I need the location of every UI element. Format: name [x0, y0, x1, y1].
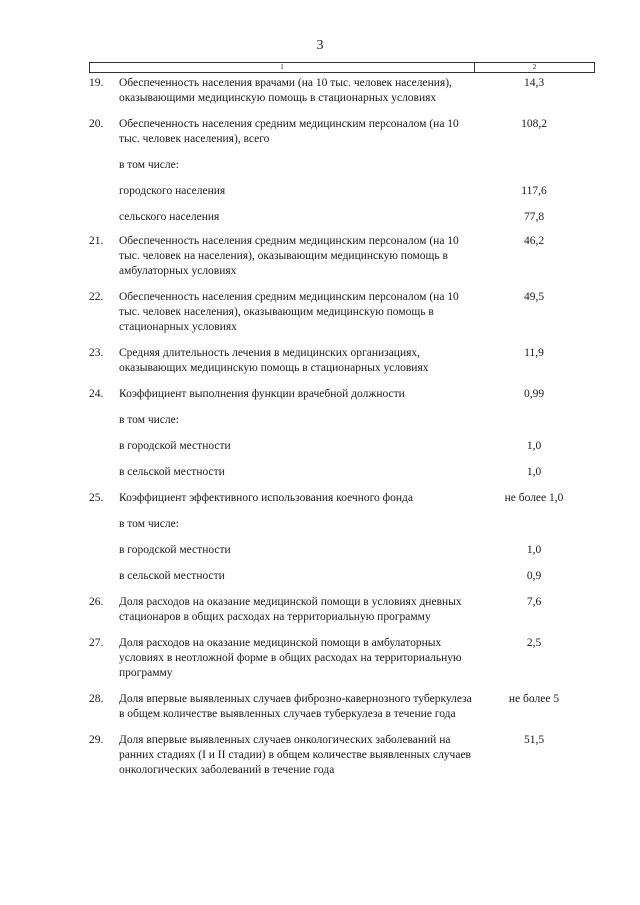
row-number [89, 569, 119, 584]
row-label: Коэффициент эффективного использования коечного фонда [119, 492, 413, 504]
table-row [89, 210, 595, 225]
row-value: 0,9 [526, 570, 542, 582]
header-col-1: 1 [89, 63, 474, 72]
row-value [473, 413, 595, 428]
row-number: 27. [89, 637, 104, 649]
row-number: 22. [89, 291, 104, 303]
row-number: 28. [89, 693, 104, 705]
table-row [89, 465, 595, 480]
row-number [89, 439, 119, 454]
table-row [89, 158, 595, 173]
row-label: Доля впервые выявленных случаев онкологических заболеваний на ранних стадиях (I и II стадии) в общем количестве выявленных случаев онкологических заболеваний в течение года [119, 734, 471, 776]
header-col-2: 2 [474, 63, 595, 72]
row-number: 24. [89, 388, 104, 400]
row-value: 11,9 [524, 347, 544, 359]
row-label: в городской местности [119, 544, 231, 556]
table-row [89, 76, 595, 106]
row-value: не более 5 [508, 693, 560, 705]
row-number [89, 158, 119, 173]
row-label: городского населения [119, 185, 226, 197]
row-label: в том числе: [119, 518, 179, 530]
row-value: 51,5 [523, 734, 545, 746]
table-row [89, 595, 595, 625]
row-label: Средняя длительность лечения в медицинских организациях, оказывающих медицинскую помощь в стационарных условиях [119, 347, 429, 374]
row-label: в том числе: [119, 414, 179, 426]
row-label: Обеспеченность населения врачами (на 10 тыс. человек населения), оказывающими медицинскую помощь в стационарных условиях [119, 77, 452, 104]
row-number: 19. [89, 77, 104, 89]
row-value: 2,5 [526, 637, 542, 649]
table-row [89, 543, 595, 558]
row-value: не более 1,0 [504, 492, 564, 504]
row-value: 49,5 [523, 291, 545, 303]
row-value: 14,3 [523, 77, 545, 89]
indicator-table [89, 76, 595, 778]
table-header [89, 62, 595, 73]
row-number [89, 413, 119, 428]
row-label: Обеспеченность населения средним медицинским персоналом (на 10 тыс. человек населения), оказывающим медицинскую помощь в стационарных условиях [119, 291, 459, 333]
row-label: Коэффициент выполнения функции врачебной должности [119, 388, 405, 400]
table-row [89, 636, 595, 681]
table-row [89, 491, 595, 506]
table-row [89, 413, 595, 428]
page-number: 3 [316, 38, 324, 53]
table-row [89, 234, 595, 279]
row-number: 29. [89, 734, 104, 746]
row-value: 1,0 [526, 466, 542, 478]
row-number: 23. [89, 347, 104, 359]
row-value: 7,6 [526, 596, 542, 608]
table-row [89, 692, 595, 722]
row-value: 117,6 [521, 185, 547, 197]
row-label: Доля впервые выявленных случаев фиброзно-кавернозного туберкулеза в общем количестве выявленных случаев туберкулеза в течение года [119, 693, 472, 720]
row-value: 1,0 [526, 544, 542, 556]
row-label: Доля расходов на оказание медицинской помощи в амбулаторных условиях в неотложной форме в общих расходах на территориальную программу [119, 637, 462, 679]
row-value: 1,0 [526, 440, 542, 452]
table-row [89, 117, 595, 147]
row-value: 108,2 [521, 118, 547, 130]
table-row [89, 346, 595, 376]
table-row [89, 517, 595, 532]
row-value: 0,99 [523, 388, 545, 400]
row-label: в сельской местности [119, 466, 225, 478]
row-label: Обеспеченность населения средним медицинским персоналом (на 10 тыс. человек на населения), оказывающим медицинскую помощь в амбулаторных условиях [119, 235, 459, 277]
row-label: в сельской местности [119, 570, 225, 582]
table-row [89, 290, 595, 335]
row-label: Доля расходов на оказание медицинской помощи в условиях дневных стационаров в общих расходах на территориальную программу [119, 596, 462, 623]
row-number: 20. [89, 118, 104, 130]
table-row [89, 387, 595, 402]
table-row [89, 733, 595, 778]
row-number [89, 184, 119, 199]
row-number: 25. [89, 492, 104, 504]
table-row [89, 184, 595, 199]
row-number [89, 543, 119, 558]
table-row [89, 439, 595, 454]
row-value: 77,8 [523, 211, 545, 223]
row-label: в том числе: [119, 159, 179, 171]
table-row [89, 569, 595, 584]
row-number [89, 210, 119, 225]
row-value [473, 517, 595, 532]
row-number: 21. [89, 235, 104, 247]
row-number [89, 465, 119, 480]
row-number: 26. [89, 596, 104, 608]
row-value [473, 158, 595, 173]
row-label: в городской местности [119, 440, 231, 452]
row-number [89, 517, 119, 532]
row-value: 46,2 [523, 235, 545, 247]
row-label: сельского населения [119, 211, 220, 223]
row-label: Обеспеченность населения средним медицинским персоналом (на 10 тыс. человек населения), всего [119, 118, 459, 145]
